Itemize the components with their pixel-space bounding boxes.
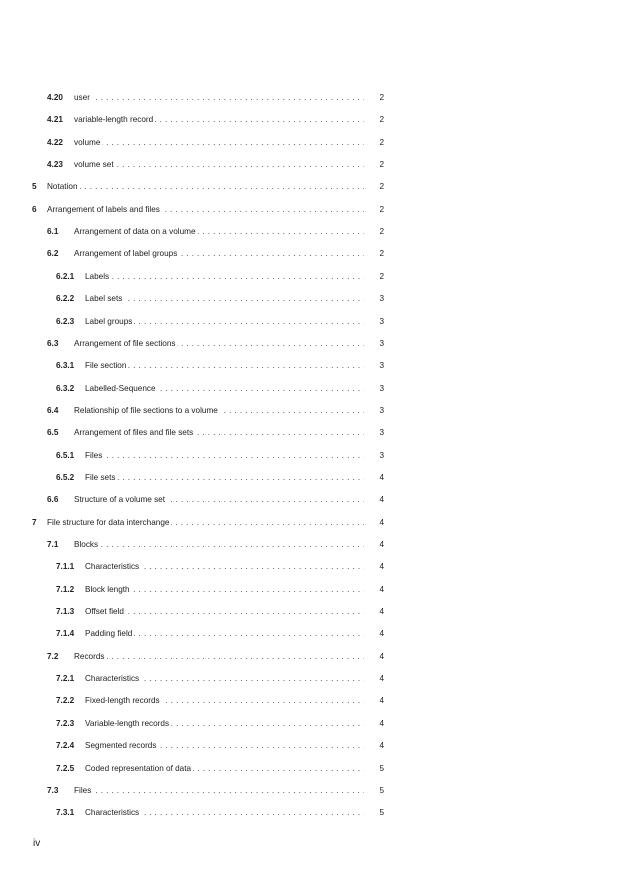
- toc-entry-page: 4: [379, 517, 384, 527]
- toc-entry[interactable]: [0, 449, 619, 463]
- toc-entry-page: 2: [379, 249, 384, 259]
- toc-entry-title: Notation . . .: [47, 180, 364, 194]
- toc-entry[interactable]: [0, 404, 619, 418]
- toc-entry-title: Block length . . .: [85, 583, 364, 597]
- toc-entry-title: Characteristics . . .: [85, 672, 364, 686]
- toc-entry-title: Label sets . . .: [85, 292, 364, 306]
- toc-entry-title: Arrangement of files and file sets . . .: [74, 426, 364, 440]
- toc-entry[interactable]: [0, 180, 619, 194]
- toc-entry[interactable]: [0, 270, 619, 284]
- toc-entry-number: 4.20: [47, 93, 63, 102]
- toc-entry-number: 7.2.3: [56, 718, 75, 728]
- toc-entry-title: Arrangement of label groups . . .: [74, 247, 364, 261]
- toc-entry-page: 2: [379, 271, 384, 281]
- toc-entry-title: Characteristics . . .: [85, 560, 364, 574]
- toc-entry[interactable]: [0, 650, 619, 664]
- toc-entry-page: 4: [379, 718, 384, 728]
- toc-entry-page: 4: [379, 741, 384, 751]
- toc-entry-page: 3: [379, 338, 384, 348]
- toc-entry-page: 3: [379, 450, 384, 460]
- toc-entry[interactable]: [0, 560, 619, 574]
- toc-entry-title: Relationship of file sections to a volume . . .: [74, 404, 364, 418]
- toc-entry-page: 2: [379, 115, 384, 125]
- toc-entry-page: 3: [379, 294, 384, 304]
- toc-entry-page: 4: [379, 629, 384, 639]
- toc-entry-number: 7.2.5: [56, 763, 75, 773]
- toc-entry[interactable]: [0, 225, 619, 239]
- toc-entry-title: volume set . . .: [74, 158, 364, 172]
- toc-entry-title: Arrangement of data on a volume . . .: [74, 225, 364, 239]
- toc-entry-number: 6.5: [47, 428, 59, 438]
- toc-entry-title: Files . . .: [74, 784, 364, 798]
- toc-entry-title: Records . . .: [74, 650, 364, 664]
- toc-entry[interactable]: [0, 113, 619, 127]
- toc-entry[interactable]: [0, 292, 619, 306]
- toc-entry[interactable]: [0, 739, 619, 753]
- toc-entry-page: 2: [379, 137, 384, 147]
- toc-entry-page: 4: [379, 495, 384, 505]
- toc-entry-number: 7.1.3: [56, 607, 75, 617]
- toc-entry-number: 6.5.1: [56, 450, 75, 460]
- toc-entry-title: Structure of a volume set . . .: [74, 493, 364, 507]
- toc-entry-number: 7.3: [47, 785, 59, 795]
- toc-entry-title: variable-length record . . .: [74, 113, 364, 127]
- toc-entry-title: Arrangement of labels and files . . .: [47, 203, 364, 217]
- toc-entry-number: 7.1.2: [56, 584, 75, 594]
- toc-entry-number: 7: [32, 517, 37, 527]
- toc-entry-number: 4.22: [47, 137, 63, 147]
- toc-entry-page: 3: [379, 428, 384, 438]
- toc-entry-number: 6.3.1: [56, 361, 75, 371]
- toc-entry-title: Labelled-Sequence . . .: [85, 382, 364, 396]
- toc-entry-page: 4: [379, 540, 384, 549]
- toc-entry-title: Arrangement of file sections . . .: [74, 337, 364, 351]
- toc-entry-title: user . . .: [74, 91, 364, 105]
- toc-entry-title: Variable-length records . . .: [85, 717, 364, 731]
- toc-entry-title: File structure for data interchange . . .: [47, 516, 364, 530]
- toc-entry-number: 7.2.1: [56, 674, 75, 684]
- toc-entry-number: 6.4: [47, 405, 59, 415]
- toc-entry-title: Label groups . . .: [85, 315, 364, 329]
- toc-entry-number: 7.2.2: [56, 696, 75, 706]
- toc-entry-title: Blocks . . .: [74, 538, 364, 552]
- toc-entry-title: Fixed-length records . . .: [85, 694, 364, 708]
- toc-entry-number: 6.2.3: [56, 316, 75, 326]
- toc-entry[interactable]: [0, 359, 619, 373]
- toc-entry-title: Padding field . . .: [85, 627, 364, 641]
- toc-entry-page: 4: [379, 607, 384, 617]
- toc-entry-number: 4.23: [47, 160, 63, 170]
- toc-entry[interactable]: [0, 538, 619, 552]
- toc-entry-number: 6.2: [47, 249, 59, 259]
- toc-entry[interactable]: [0, 337, 619, 351]
- toc-entry[interactable]: [0, 694, 619, 708]
- toc-entry-title: File section . . .: [85, 359, 364, 373]
- toc-entry-title: Characteristics . . .: [85, 806, 364, 820]
- toc-entry[interactable]: [0, 158, 619, 172]
- toc-entry-page: 2: [379, 204, 384, 214]
- toc-entry-number: 6.3: [47, 338, 59, 348]
- toc-entry-title: File sets . . .: [85, 471, 364, 485]
- toc-entry[interactable]: [0, 627, 619, 641]
- toc-entry-title: Offset field . . .: [85, 605, 364, 619]
- toc-entry-page: 4: [379, 584, 384, 594]
- toc-entry[interactable]: [0, 426, 619, 440]
- toc-entry-number: 7.1.1: [56, 562, 75, 572]
- toc-entry-page: 4: [379, 562, 384, 572]
- toc-entry-title: Coded representation of data . . .: [85, 762, 364, 776]
- toc-entry-title: volume . . .: [74, 136, 364, 150]
- toc-entry-page: 3: [379, 405, 384, 415]
- toc-entry-page: 4: [379, 674, 384, 684]
- toc-entry[interactable]: [0, 784, 619, 798]
- toc-entry-title: Files . . .: [85, 449, 364, 463]
- toc-entry-page: 2: [379, 182, 384, 192]
- toc-entry[interactable]: [0, 315, 619, 329]
- toc-entry[interactable]: [0, 762, 619, 776]
- toc-entry[interactable]: [0, 605, 619, 619]
- toc-entry[interactable]: [0, 806, 619, 820]
- toc-entry-number: 7.1: [47, 540, 59, 549]
- toc-entry-page: 4: [379, 651, 384, 661]
- toc-entry[interactable]: [0, 583, 619, 597]
- toc-entry-page: 3: [379, 383, 384, 393]
- toc-entry[interactable]: [0, 91, 619, 105]
- toc-entry-page: 2: [379, 227, 384, 237]
- toc-entry[interactable]: [0, 247, 619, 261]
- toc-entry-number: 7.2: [47, 651, 59, 661]
- toc-entry-title: Segmented records . . .: [85, 739, 364, 753]
- toc-entry[interactable]: [0, 516, 619, 530]
- toc-entry-page: 2: [379, 93, 384, 102]
- toc-entry-page: 3: [379, 316, 384, 326]
- toc-entry-page: 2: [379, 160, 384, 170]
- toc-entry-page: 3: [379, 361, 384, 371]
- toc-entry-number: 7.2.4: [56, 741, 75, 751]
- toc-entry-number: 7.3.1: [56, 808, 75, 818]
- toc-entry-number: 6.1: [47, 227, 59, 237]
- toc-entry[interactable]: [0, 382, 619, 396]
- toc-entry[interactable]: [0, 717, 619, 731]
- toc-entry-page: 5: [379, 763, 384, 773]
- toc-entry-number: 6.2.1: [56, 271, 75, 281]
- page-number: iv: [33, 838, 41, 849]
- toc-entry-number: 7.1.4: [56, 629, 75, 639]
- toc-entry[interactable]: [0, 203, 619, 217]
- toc-entry[interactable]: [0, 672, 619, 686]
- toc-entry-page: 5: [379, 785, 384, 795]
- toc-entry-page: 4: [379, 696, 384, 706]
- toc-entry[interactable]: [0, 471, 619, 485]
- toc-entry-page: 4: [379, 472, 384, 482]
- toc-entry-number: 6.5.2: [56, 472, 75, 482]
- toc-entry[interactable]: [0, 493, 619, 507]
- toc-entry-title: Labels . . .: [85, 270, 364, 284]
- toc-entry-number: 4.21: [47, 115, 63, 125]
- toc-entry-number: 6.3.2: [56, 383, 75, 393]
- toc-entry[interactable]: [0, 136, 619, 150]
- toc-entry-page: 5: [379, 808, 384, 818]
- toc-entry-number: 6.2.2: [56, 294, 75, 304]
- toc-entry-number: 5: [32, 182, 37, 192]
- toc-entry-number: 6: [32, 204, 37, 214]
- toc-entry-number: 6.6: [47, 495, 59, 505]
